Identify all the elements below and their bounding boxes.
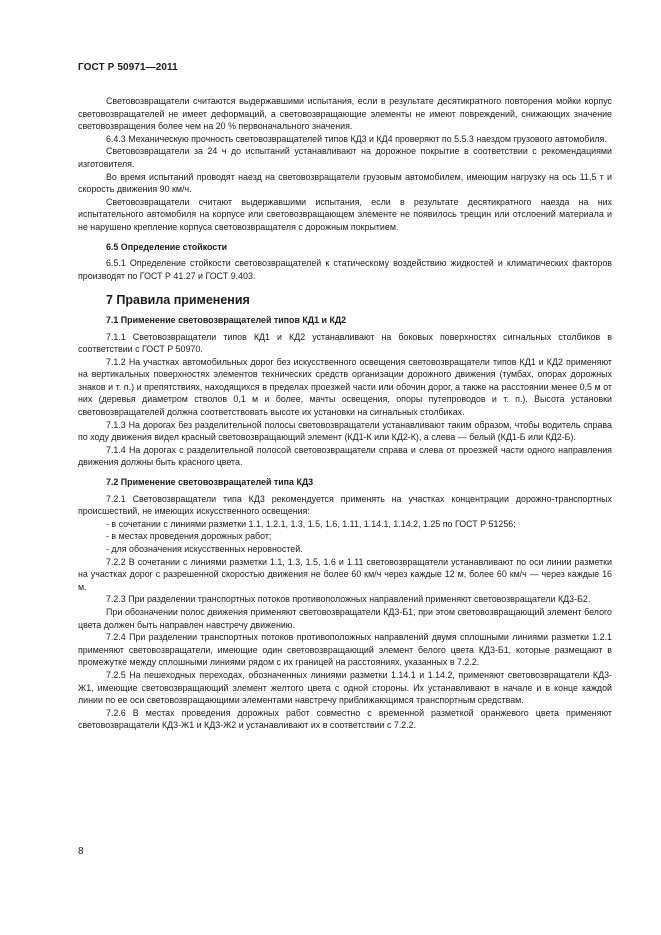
paragraph: Световозвращатели считают выдержавшими испытания, если в результате десятикратного наезда на них испытательного автомобиля на корпусе или световозвращающем элементе не появилось трещин или отслоений материала и не нарушено крепление корпуса световозвращателя с дорожным покрытием. [78, 196, 612, 232]
subsection-heading: 6.5 Определение стойкости [106, 241, 228, 252]
list-item: - в сочетании с линиями разметки 1.1, 1.2.1, 1.3, 1.5, 1.6, 1.11, 1.14.1, 1.14.2, 1.25 по ГОСТ Р 51256; [106, 518, 516, 529]
paragraph: 7.1.4 На дорогах с разделительной полосой световозвращатели справа и слева от проезжей части одного направления движения должны быть красного цвета. [78, 444, 612, 468]
list-item: - в местах проведения дорожных работ; [106, 531, 272, 542]
document-body [78, 95, 612, 732]
paragraph: 7.1.2 На участках автомобильных дорог без искусственного освещения световозвращатели типов КД1 и КД2 применяют на вертикальных поверхностях элементов технических средств организации дорожного движения (тумбах, опорах дорожных знаков и т. п.) и препятствиях, находящихся в пределах проезжей части или обочин дорог, а также на расстоянии менее 0,5 м от них (деревья диаметром стволов 0,1 м и более, мачты освещения, опоры путепроводов и т. п.). Высота установки световозвращателей должна соответствовать высоте их установки на сигнальных столбиках. [78, 356, 612, 418]
list-item: - для обозначения искусственных неровностей. [106, 544, 303, 554]
paragraph: 7.1.3 На дорогах без разделительной полосы световозвращатели устанавливают таким образом, чтобы водитель справа по ходу движения видел красный световозвращающий элемент (КД1-К или КД2-К), а слева — белый (КД1-Б или КД2-Б). [78, 419, 612, 443]
page-number: 8 [78, 846, 84, 857]
paragraph: 7.1.1 Световозвращатели типов КД1 и КД2 устанавливают на боковых поверхностях сигнальных столбиков в соответствии с ГОСТ Р 50970. [78, 331, 612, 355]
paragraph: 7.2.1 Световозвращатели типа КД3 рекомендуется применять на участках концентрации дорожно-транспортных происшествий, не имеющих искусственного освещения: [78, 493, 612, 517]
subsection-heading: 7.1 Применение световозвращателей типов КД1 и КД2 [106, 314, 347, 325]
document-header-code: ГОСТ Р 50971—2011 [78, 62, 178, 73]
paragraph: 7.2.3 При разделении транспортных потоков противоположных направлений применяют световозвращатели КД3-Б2. [106, 594, 591, 605]
paragraph: 7.2.5 На пешеходных переходах, обозначенных линиями разметки 1.14.1 и 1.14.2, применяют световозвращатели КД3-Ж1, имеющие световозвращающий элемент желтого цвета с одной стороны. Их устанавливают в начале и в конце каждой линии по ее оси световозвращающими элементами навстречу приближающимся транспортным средствам. [78, 669, 612, 706]
paragraph: При обозначении полос движения применяют световозвращатели КД3-Б1, при этом световозвращающий элемент белого цвета должен быть направлен навстречу движению. [78, 606, 612, 630]
subsection-heading: 7.2 Применение световозвращателей типа КД3 [106, 477, 314, 488]
paragraph: Во время испытаний проводят наезд на световозвращатели грузовым автомобилем, имеющим нагрузку на ось 11,5 т и скорость движения 90 км/ч. [78, 171, 612, 195]
paragraph: 7.2.4 При разделении транспортных потоков противоположных направлений двумя сплошными линиями разметки 1.2.1 применяют световозвращатели, имеющие один световозвращающий элемент белого цвета КД3-Б1, которые размещают в промежутке между сплошными линиями рядом с их границей на расстояниях, указанных в 7.2.2. [78, 632, 612, 668]
paragraph: 6.5.1 Определение стойкости световозвращателей к статическому воздействию жидкостей и климатических факторов производят по ГОСТ Р 41.27 и ГОСТ 9.403. [78, 258, 612, 281]
paragraph: Световозвращатели считаются выдержавшими испытания, если в результате десятикратного повторения мойки корпус световозвращателей не имеет деформаций, а световозвращающие элементы не имеют повреждений, снижающих значение световозвращения более чем на 20 % первоначального значения. [78, 96, 612, 132]
paragraph: 7.2.6 В местах проведения дорожных работ совместно с временной разметкой оранжевого цвета применяют световозвращатели КД3-Ж1 и КД3-Ж2 и устанавливают их в соответствии с 7.2.2. [78, 707, 612, 731]
paragraph: 6.4.3 Механическую прочность световозвращателей типов КД3 и КД4 проверяют по 5.5.3 наездом грузового автомобиля. [106, 133, 607, 144]
paragraph: 7.2.2 В сочетании с линиями разметки 1.1, 1.3, 1.5, 1.6 и 1.11 световозвращатели устанавливают по оси линии разметки на участках дорог с разрешенной скоростью движения не более 60 км/ч через каждые 12 м, более 60 км/ч — через каждые 16 м. [78, 556, 612, 592]
section-heading: 7 Правила применения [106, 293, 250, 308]
paragraph: Световозвращатели за 24 ч до испытаний устанавливают на дорожное покрытие в соответствии с рекомендациями изготовителя. [78, 146, 612, 169]
